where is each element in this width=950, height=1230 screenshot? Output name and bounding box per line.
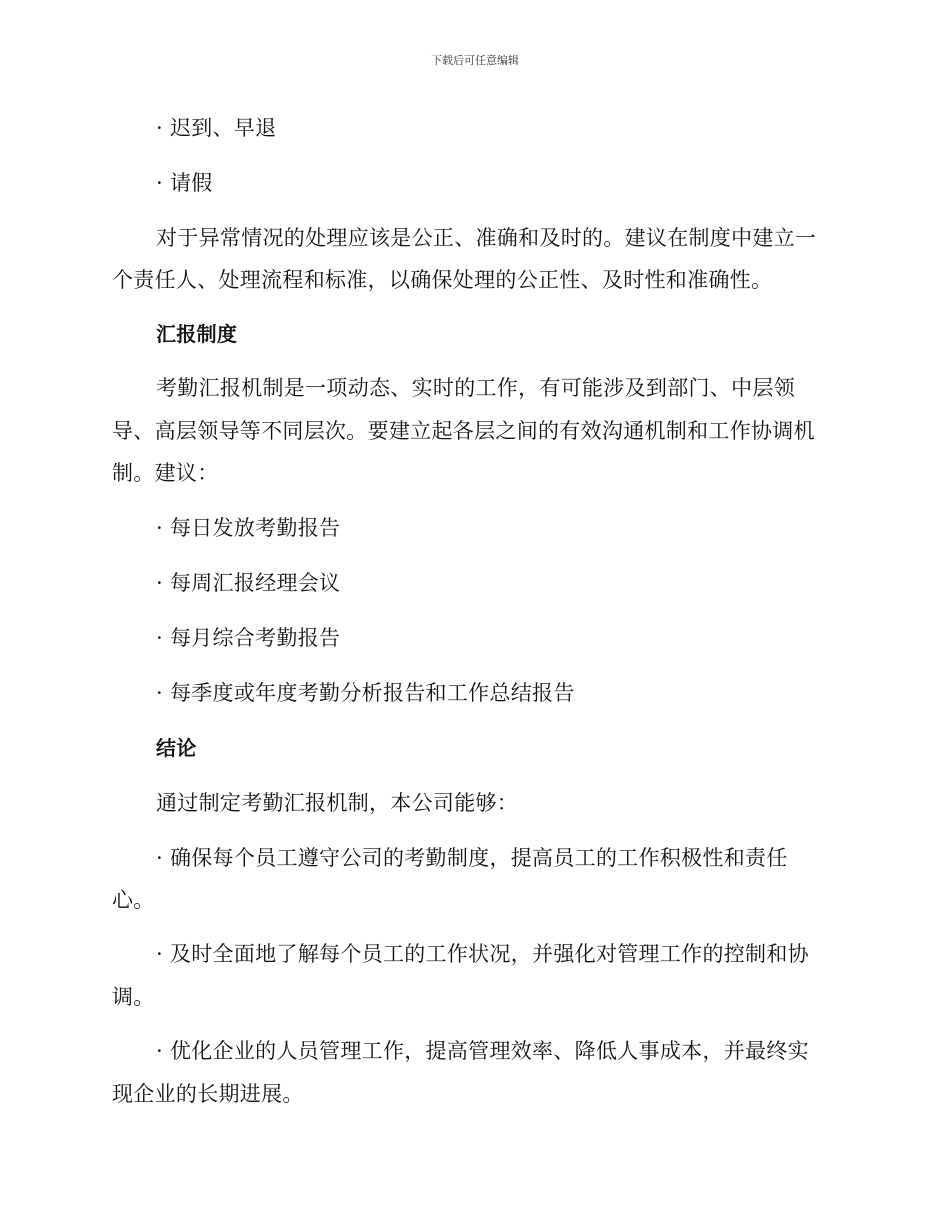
paragraph-abnormal-line-1: 对于异常情况的处理应该是公正、准确和及时的。建议在制度中建立一 (156, 226, 817, 250)
paragraph-reporting-line-1: 考勤汇报机制是一项动态、实时的工作，有可能涉及到部门、中层领 (156, 376, 795, 400)
page-header: 下载后可任意编辑 (431, 54, 519, 67)
bullet-item-optimize-line-2: 现企业的长期进展。 (112, 1082, 304, 1106)
bullet-item-late-early: · 迟到、早退 (156, 116, 277, 140)
paragraph-reporting-line-2: 导、高层领导等不同层次。要建立起各层之间的有效沟通机制和工作协调机 (112, 419, 815, 443)
bullet-item-ensure-line-2: 心。 (112, 888, 155, 912)
section-heading-conclusion: 结论 (156, 736, 197, 760)
bullet-item-understand-line-2: 调。 (112, 985, 155, 1009)
paragraph-conclusion-intro: 通过制定考勤汇报机制，本公司能够： (156, 791, 519, 815)
bullet-item-ensure-line-1: · 确保每个员工遵守公司的考勤制度，提高员工的工作积极性和责任 (156, 846, 788, 870)
bullet-item-daily-report: · 每日发放考勤报告 (156, 516, 341, 540)
bullet-item-monthly-report: · 每月综合考勤报告 (156, 626, 341, 650)
bullet-item-weekly-meeting: · 每周汇报经理会议 (156, 571, 341, 595)
section-heading-reporting: 汇报制度 (156, 322, 238, 346)
bullet-item-optimize-line-1: · 优化企业的人员管理工作，提高管理效率、降低人事成本，并最终实 (156, 1039, 809, 1063)
bullet-item-leave: · 请假 (156, 171, 213, 195)
paragraph-reporting-line-3: 制。建议： (112, 461, 219, 485)
bullet-item-quarterly-report: · 每季度或年度考勤分析报告和工作总结报告 (156, 681, 575, 705)
bullet-item-understand-line-1: · 及时全面地了解每个员工的工作状况，并强化对管理工作的控制和协 (156, 942, 809, 966)
paragraph-abnormal-line-2: 个责任人、处理流程和标准，以确保处理的公正性、及时性和准确性。 (112, 268, 773, 292)
